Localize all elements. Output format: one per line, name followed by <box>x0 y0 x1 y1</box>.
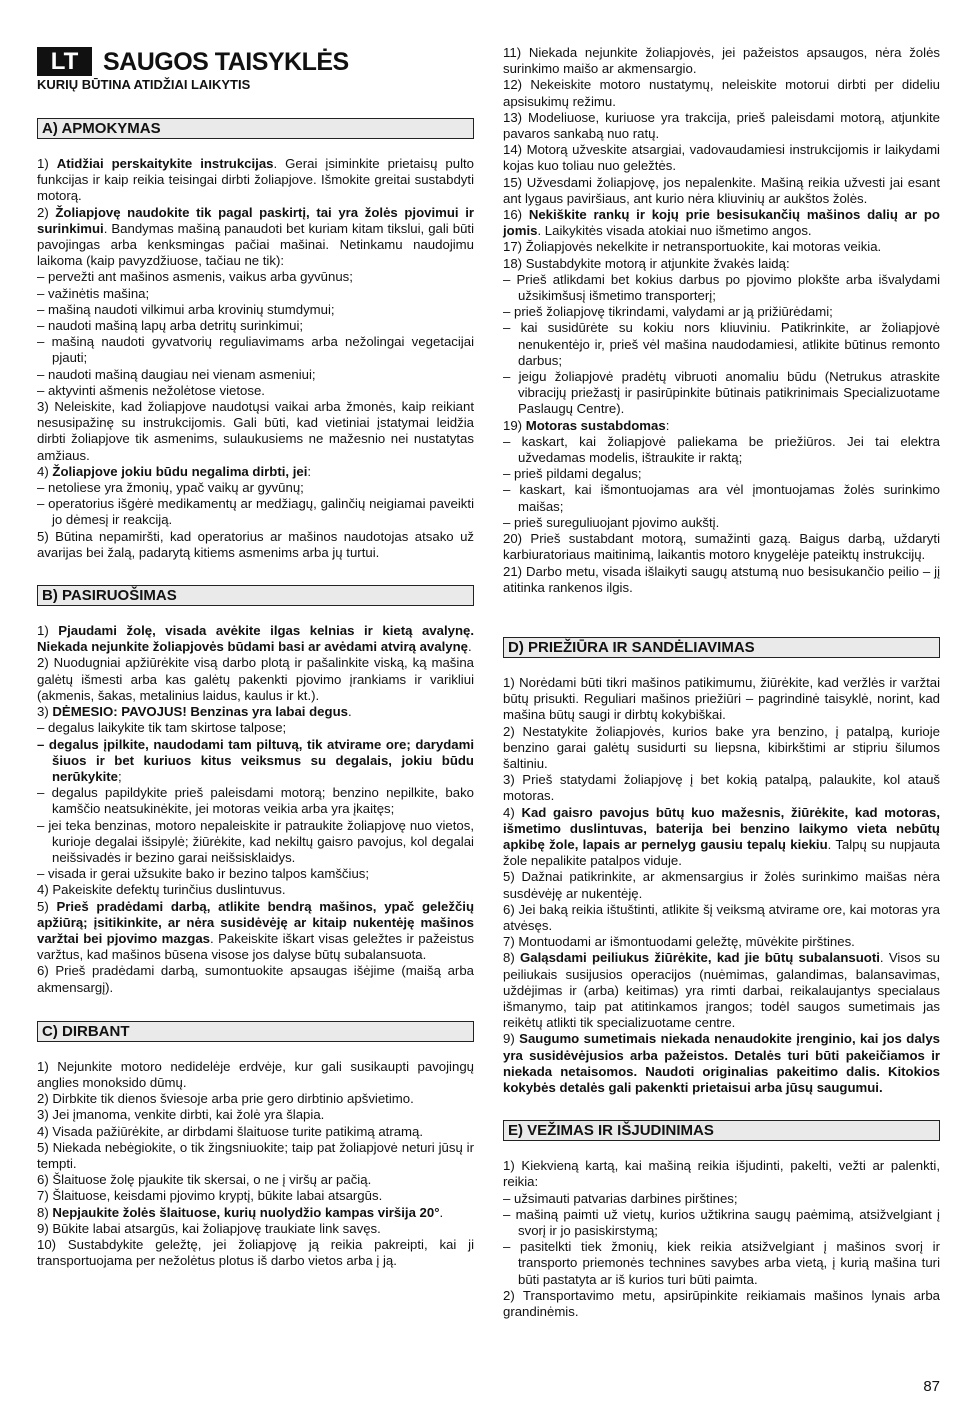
paragraph: 3) DĖMESIO: PAVOJUS! Benzinas yra labai degus. <box>37 704 352 720</box>
paragraph: 1) Atidžiai perskaitykite instrukcijas. Gerai įsiminkite prietaisų pulto funkcijas ir kaip reikia teisingai dirbti žoliapjove. Išmokite greitai sustabdyti motorą. <box>37 156 475 204</box>
paragraph: 18) Sustabdykite motorą ir atjunkite žvakės laidą: <box>503 255 790 271</box>
paragraph: 6) Jei baką reikia ištuštinti, atlikite šį veiksmą atvirame ore, kai motoras yra atvėsęs. <box>503 901 940 933</box>
section-c-body-left <box>37 1059 474 1270</box>
paragraph: 8) Galąsdami peiliukus žiūrėkite, kad jie būtų subalansuoti. Visos su peiliukais susijusios operacijos (nuėmimas, galandimas, balansavimas, uždėjimas ir (arba) keitimas) yra rimti darbai, reikalaujantys specialaus išmanymo, taip pat atitinkamos įrangos; todėl saugos sumetimais jas reikėtų atlikti tik specializuotame centre. <box>503 950 941 1031</box>
paragraph: 15) Užvesdami žoliapjovę, jos nepalenkite. Mašiną reikia užvesti jai esant ant lygaus paviršiaus, ant kurio nėra kliuvinių ar aukštos žolės. <box>503 174 940 206</box>
paragraph: 2) Nestatykite žoliapjovės, kurios bake yra benzino, į patalpą, kurioje benzino garai galėtų susidurti su liepsna, kibirkštimi ar stipriu šilumos šaltiniu. <box>503 723 940 771</box>
paragraph: 11) Niekada nejunkite žoliapjovės, jei pažeistos apsaugos, nėra žolės surinkimo maišo ar akmensargio. <box>503 45 940 77</box>
paragraph: 2) Dirbkite tik dienos šviesoje arba prie gero dirbtinio apšvietimo. <box>37 1091 414 1107</box>
paragraph: 6) Prieš pradėdami darbą, sumontuokite apsaugas išėjime (maišą arba akmensargį). <box>37 963 474 995</box>
right-column <box>503 0 940 1320</box>
paragraph: 4) Kad gaisro pavojus būtų kuo mažesnis, žiūrėkite, kad motoras, išmetimo duslintuvas, baterija bei benzino laikymo vieta nebūtų apkibę žole, lapais ar pernelyg gausiu tepalų kiekiu. Talpų su nupjauta žole nepalikite patalpos viduje. <box>503 804 941 869</box>
list-item: – pervežti ant mašinos asmenis, vaikus arba gyvūnus; <box>37 269 353 285</box>
list-item: – mašiną paimti už vietų, kurios užtikrina saugų paėmimą, atsižvelgiant į svorį ir jo pasiskirstymą; <box>503 1206 940 1238</box>
paragraph: 2) Nuodugniai apžiūrėkite visą darbo plotą ir pašalinkite viską, ką mašina galėtų išmesti arba kas galėtų pakenkti pjovimo įrankiams ir varikliui (akmenis, šakas, metalinius laidus, kaulus ir kt.). <box>37 655 474 703</box>
list-item: – važinėtis mašina; <box>37 285 150 301</box>
list-item: – pasitelkti tiek žmonių, kiek reikia atsižvelgiant į mašinos svorį ir transporto priemonės technines savybes arba vietą, į kurią mašina turi būti pastatyta ar iš kurios turi būti paimta. <box>503 1239 940 1287</box>
page-title: SAUGOS TAISYKLĖS <box>103 48 349 76</box>
paragraph: 7) Šlaituose, keisdami pjovimo kryptį, būkite labai atsargūs. <box>37 1188 383 1204</box>
paragraph: 8) Nepjaukite žolės šlaituose, kurių nuolydžio kampas viršija 20°. <box>37 1204 444 1220</box>
list-item: – degalus įpilkite, naudodami tam piltuvą, tik atvirame ore; darydami šiuos ir bet kuriuos kitus veiksmus su degalais, jokiu būdu nerūkykite; <box>37 736 474 784</box>
paragraph: 21) Darbo metu, visada išlaikyti saugų atstumą nuo besisukančio peilio – jį atitinka rankenos ilgis. <box>503 563 940 595</box>
paragraph: 14) Motorą užveskite atsargiai, vadovaudamiesi instrukcijomis ir laikydami kojas kuo toliau nuo geležtės. <box>503 142 940 174</box>
list-item: – kaskart, kai žoliapjovė paliekama be priežiūros. Jei tai elektra užvedamas modelis, ištraukite ir raktą; <box>503 433 940 466</box>
section-c-body-right <box>503 45 940 596</box>
list-item: – užsimauti patvarias darbines pirštines; <box>503 1190 738 1206</box>
list-item: – naudoti mašiną daugiau nei vienam asmeniui; <box>37 366 316 382</box>
language-badge: LT <box>37 47 92 76</box>
paragraph: 9) Būkite labai atsargūs, kai žoliapjovę traukiate link savęs. <box>37 1220 381 1236</box>
paragraph: 5) Prieš pradėdami darbą, atlikite bendrą mašinos, ypač geležčių apžiūrą; įsitikinkite, ar nėra susidėvėję ar kitaip nukentėję mašinos varžtai bei pjovimo mazgas. Pakeiskite iškart visas geležtes ir pažeistus varžtus, kad mašinos būsena visose jos dalyse būtų subalansuota. <box>37 898 475 963</box>
list-item: – degalus papildykite prieš paleisdami motorą; benzino nepilkite, bako kamščio neatsukinėkite, jei motoras veikia arba yra įkaitęs; <box>37 785 474 817</box>
paragraph: 3) Jei įmanoma, venkite dirbti, kai žolė yra šlapia. <box>37 1107 325 1123</box>
section-b-heading: B) PASIRUOŠIMAS <box>37 585 474 606</box>
list-item: – visada ir gerai užsukite bako ir bezino talpos kamščius; <box>37 866 370 882</box>
paragraph: 16) Nekiškite rankų ir kojų prie besisukančių mašinos dalių ar po jomis. Laikykitės visada atokiai nuo išmetimo angos. <box>503 207 940 239</box>
paragraph: 4) Žoliapjove jokiu būdu negalima dirbti, jei: <box>37 463 312 479</box>
paragraph: 17) Žoliapjovės nekelkite ir netransportuokite, kai motoras veikia. <box>503 239 882 255</box>
list-item: – jei teka benzinas, motoro nepaleiskite ir patraukite žoliapjovę nuo vietos, kurioje degalai išsipylė; žiūrėkite, kad nekiltų gaisro pavojus, kol degalai neišsivadės ir bezino garai neišsisklaidys. <box>37 817 474 865</box>
list-item: – mašiną naudoti vilkimui arba krovinių stumdymui; <box>37 301 335 317</box>
list-item: – naudoti mašiną lapų arba detritų surinkimui; <box>37 318 304 334</box>
list-item: – Prieš atlikdami bet kokius darbus po pjovimo plokšte arba išvalydami užsikimšusį išmetimo transporterį; <box>503 271 940 304</box>
section-a-heading: A) APMOKYMAS <box>37 118 474 139</box>
list-item: – prieš žoliapjovę tikrindami, valydami ar ją prižiūrėdami; <box>503 304 833 320</box>
paragraph: 5) Būtina nepamiršti, kad operatorius ar mašinos naudotojas atsako už avarijas bei žalą, padarytą kitiems asmenims arba jų turtui. <box>37 528 474 560</box>
page-subtitle: KURIŲ BŪTINA ATIDŽIAI LAIKYTIS <box>37 77 251 92</box>
section-d-body <box>503 675 940 1096</box>
paragraph: 2) Žoliapjovę naudokite tik pagal paskirtį, tai yra žolės pjovimui ir surinkimui. Bandymas mašiną panaudoti bet kuriam kitam tikslui, gali būti pavojingas arba kenksmingas pačiai mašinai. Netinkamu naudojimu laikoma (kaip pavyzdžiuose, tačiau ne tik): <box>37 204 474 269</box>
paragraph: 5) Niekada nebėgiokite, o tik žingsniuokite; taip pat žoliapjovė neturi jūsų ir tempti. <box>37 1139 474 1171</box>
paragraph: 1) Kiekvieną kartą, kai mašiną reikia išjudinti, pakelti, vežti ar palenkti, reikia: <box>503 1158 940 1190</box>
page-number: 87 <box>923 1378 940 1395</box>
paragraph: 1) Norėdami būti tikri mašinos patikimumu, žiūrėkite, kad veržlės ir varžtai būtų prisukti. Reguliari mašinos priežiūri – pagrindinė taisyklė, norint, kad mašina būtų saugi ir dirbtų kokybiškai. <box>503 674 940 723</box>
paragraph: 12) Nekeiskite motoro nustatymų, neleiskite motorui dirbti per dideliu apsisukimų režimu. <box>503 77 940 109</box>
list-item: – netoliese yra žmonių, ypač vaikų ar gyvūnų; <box>37 480 304 496</box>
paragraph: 3) Neleiskite, kad žoliapjove naudotųsi vaikai arba žmonės, kaip reikiant nesusipažinę su instrukcijomis. Gali būti, kad vietiniai įstatymai leidžia dirbti žoliapjove tik asmenims, sulaukusiems ne mažesnio nei nustatytas amžiaus. <box>37 399 474 463</box>
list-item: – kaskart, kai išmontuojamas ara vėl įmontuojamas žolės surinkimo maišas; <box>503 482 940 514</box>
list-item: – degalus laikykite tik tam skirtose talpose; <box>37 720 287 736</box>
list-item: – prieš pildami degalus; <box>503 466 642 482</box>
paragraph: 9) Saugumo sumetimais niekada nenaudokite įrenginio, kai jos dalys yra susidėvėjusios arba pažeistos. Detalės turi būti pakeičiamos ir niekada netaisomos. Naudoti originalias pakeitimo dalis. Kitokios kokybės detalės gali pakenkti prietaisui arba jūsų saugumui. <box>503 1031 940 1095</box>
paragraph: 20) Prieš sustabdant motorą, sumažinti gazą. Baigus darbą, uždaryti karbiuratoriaus maitinimą, laikantis motoro knygelėje pateiktų instrukcijų. <box>503 531 940 563</box>
paragraph: 6) Šlaituose žolę pjaukite tik skersai, o ne į viršų ar pačią. <box>37 1172 372 1188</box>
paragraph: 19) Motoras sustabdomas: <box>503 417 670 433</box>
paragraph: 3) Prieš statydami žoliapjovę į bet kokią patalpą, palaukite, kol atauš motoras. <box>503 772 940 804</box>
paragraph: 4) Visada pažiūrėkite, ar dirbdami šlaituose turite patikimą atramą. <box>37 1123 424 1139</box>
paragraph: 4) Pakeiskite defektų turinčius duslintuvus. <box>37 882 286 898</box>
list-item: – mašiną naudoti gyvatvorių reguliavimams arba nežolingai vegetacijai pjauti; <box>37 334 474 366</box>
paragraph: 1) Pjaudami žolę, visada avėkite ilgas kelnias ir kietą avalynę. Niekada nejunkite žoliapjovės būdami basi ar avėdami atvirą avalynę. <box>37 623 475 655</box>
paragraph: 1) Nejunkite motoro nedidelėje erdvėje, kur gali susikaupti pavojingų anglies monoksido dūmų. <box>37 1058 474 1090</box>
list-item: – kai susidūrėte su kokiu nors kliuviniu. Patikrinkite, ar žoliapjovė nenukentėjo ir, prieš vėl mašina naudodamiesi, atlikite būtinus remonto darbus; <box>503 320 940 368</box>
list-item: – operatorius išgėrė medikamentų ar medžiagų, galinčių neigiamai paveikti jo dėmesį ir reakciją. <box>37 496 474 528</box>
paragraph: 2) Transportavimo metu, apsirūpinkite reikiamais mašinos lynais arba grandinėmis. <box>503 1287 940 1320</box>
paragraph: 13) Modeliuose, kuriuose yra trakcija, prieš paleisdami motorą, atjunkite pavaros sankabą nuo ratų. <box>503 109 940 142</box>
section-e-body <box>503 1158 940 1320</box>
list-item: – jeigu žoliapjovė pradėtų vibruoti anomaliu būdu (Netrukus atraskite vibracijų priežastį ir pasirūpinkite būtinais patikrinimais Specializuotame Paslaugų Centre). <box>503 369 940 417</box>
paragraph: 7) Montuodami ar išmontuodami geležtę, mūvėkite pirštines. <box>503 934 855 950</box>
paragraph: 5) Dažnai patikrinkite, ar akmensargius ir žolės surinkimo maišas nėra susdėvėję ar nukentėję. <box>503 869 940 901</box>
section-a-body <box>37 156 474 561</box>
section-e-heading: E) VEŽIMAS IR IŠJUDINIMAS <box>503 1120 940 1141</box>
paragraph: 10) Sustabdykite geležtę, jei žoliapjovę ją reikia pakreipti, kai ji transportuojama per nežolėtus plotus iš darbo vietos arba į ją. <box>37 1236 474 1269</box>
left-column <box>37 0 474 1269</box>
page-header <box>37 0 474 94</box>
list-item: – aktyvinti ašmenis nežolėtose vietose. <box>37 382 265 398</box>
list-item: – prieš sureguliuojant pjovimo aukštį. <box>503 514 720 530</box>
section-b-body <box>37 623 474 996</box>
section-c-heading: C) DIRBANT <box>37 1021 474 1042</box>
section-d-heading: D) PRIEŽIŪRA IR SANDĖLIAVIMAS <box>503 637 940 658</box>
